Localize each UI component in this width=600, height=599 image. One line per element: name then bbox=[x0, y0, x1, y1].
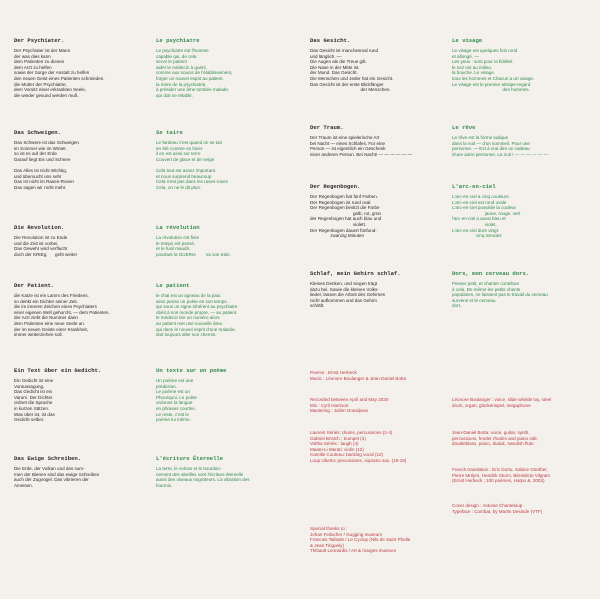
credits-translation: French translation : Éric Dortu, Sabine Günther, Pierre Mréjen, Hendrik Sturm, Bénédicte Vilgrain (Ernst Herbeck ; 100 poèmes, Harpo &, 2002) bbox=[452, 467, 550, 484]
poem-de-patient bbox=[14, 282, 150, 338]
poem-title: Der Regenbogen. bbox=[310, 183, 361, 190]
poem-title: Das Ewige Schreiben. bbox=[14, 455, 82, 462]
poem-title: Le rêve bbox=[452, 124, 476, 131]
poem-de-text-gedicht bbox=[14, 367, 150, 423]
poem-body: le chat est un agneau de la paix. ainsi pense un poète en son temps. qui sous un signe inhérent au psychiatre obéit à son monde propre, — au patient. le médecin tire un numéro alors au patient met une nouvelle âme. qui dans le nouvel esprit d'une maladie, doit toujours aller son chemin. bbox=[156, 293, 238, 338]
poem-fr-psychiatre bbox=[156, 37, 292, 98]
poem-de-regenbogen bbox=[310, 183, 446, 239]
poem-body: Le psychiatre est l'homme capable qui, de cela servir le patient aider le médecin à guérir, comme aux soucis de l'établissement, forger un nouvel esprit au patient. la mère de la psychiatrie, à présider une âme tombée malade, qui doit se rétablir. bbox=[156, 48, 233, 98]
poem-de-traum bbox=[310, 124, 446, 157]
poem-fr-texte-poeme bbox=[156, 367, 292, 423]
poem-de-revolution bbox=[14, 224, 150, 257]
credits-design: Cover design : Antoine Chanteloup Typeface : Combat, by Martin Desinde (VTF) bbox=[452, 503, 543, 514]
poem-title: Das Gesicht. bbox=[310, 37, 351, 44]
poem-body: Kleines Denken, und singen trägt dazu bei. Sowie die kleinen Volks- lieder, lassen die Arbeit des Gehirnes nicht aufkommen und das Gehirn schläft. bbox=[310, 281, 386, 309]
poem-title: Der Psychiater. bbox=[14, 37, 65, 44]
poem-body: Die Erde, der Vulkan und das sum- men der Bienen sind das ewige Schreiben auch der Zugvögel. Das vibrieren der Ameisen. bbox=[14, 466, 100, 488]
poem-body: Penser petit, et chanter contribue à cela. De même les petits chants populaires, ne laissent pas le travail du cerveau survenir et le cerveau dort. bbox=[452, 281, 548, 309]
poem-title: Le psychiatre bbox=[156, 37, 200, 44]
poem-title: Un texte sur un poème bbox=[156, 367, 227, 374]
poem-fr-dors bbox=[452, 270, 588, 309]
poem-fr-reve bbox=[452, 124, 588, 157]
credits-jean-daniel: Jean-Daniel Botta: voice, guitar, synth, percussions, fender rhodes and piano edit, doubleblass, piano, duduk, swedish flute bbox=[452, 430, 538, 447]
poem-title: L'arc-en-ciel bbox=[452, 183, 496, 190]
poem-de-schlaf bbox=[310, 270, 446, 309]
credits-recording: Recorded between April and May 2020 Mix : Cyril Harrison Mastering : Julien Grandjean bbox=[310, 397, 389, 414]
poem-body: Le rêve est la forme ludique dans la nuit — d'un sommeil. Pour une personne. — Est à vrai dire un cadeau d'une autre personne. La nuit ! — — — — — — bbox=[452, 135, 549, 157]
poem-title: Dors, mon cerveau dors. bbox=[452, 270, 530, 277]
poem-title: Der Traum. bbox=[310, 124, 344, 131]
poem-fr-ecriture-eternelle bbox=[156, 455, 292, 488]
poem-title: Le visage bbox=[452, 37, 483, 44]
poem-body: Der Traum ist eine spielerische Art bei Nacht — eines Schlafes. Für eine Person — ist eigentlich ein Geschenk einer anderen Person. Bei Nacht! — — — — — — bbox=[310, 135, 413, 157]
credits-musicians: Laurent Sériès: drums, percussions (2-4) Gabriel Bristch : trumpet (4) Voltha Sériès : laugh (4) Maam-Li Merati: violin (12) Camille Couteau: backing vocal (12) Loup Uberto: percussions, soprano sax. (18-19) bbox=[310, 430, 407, 463]
poem-fr-patient bbox=[156, 282, 292, 338]
poem-body: Un poème est une prédiction. Le poème est un Phourquoi. Le poète ordonne la langue en phrases courtes. Le reste, c'est le poème lui même. bbox=[156, 378, 197, 423]
poem-body: die Katze ist ein Lamm des Friedens. so denkt ein Dichter seiner Zeit. die im inneren Zeichen eines Psychiaters einer eigenen Welt gehorcht, — dem Patienten. der Arzt zieht die Nummer dann dem Patienten eine neue Seele an. der im neuen Geiste einer Krankheit, immer weiterziehen soll. bbox=[14, 293, 110, 338]
poem-body: La révolution est finie le temps est passé, et le fusil maudit. pourtant la GUERre va son train. bbox=[156, 235, 231, 257]
poem-title: L'écriture Éternelle bbox=[156, 455, 224, 462]
poem-body: La terre, le volcan et le bourdon- nement des abeilles sont l'écriture éternelle aussi des oiseaux migrateurs. La vibration des fourmis. bbox=[156, 466, 250, 488]
poem-fr-arc-en-ciel bbox=[452, 183, 588, 239]
poem-title: Ein Text über ein Gedicht. bbox=[14, 367, 102, 374]
poem-fr-revolution bbox=[156, 224, 292, 257]
poem-body: Le visage est quelques fois rond et allongé. — Les yeux : sont pour la fidélité. le nez est au milieu. la bouche. Le visage. tous les hommes et Chacun a un visage. Le visage est le premier attrape-regard des hommes. bbox=[452, 48, 535, 93]
poem-title: La révolution bbox=[156, 224, 200, 231]
poem-title: Der Patient. bbox=[14, 282, 55, 289]
poem-title: Schlaf, mein Gehirn schlaf. bbox=[310, 270, 401, 277]
poem-de-gesicht bbox=[310, 37, 446, 93]
poem-de-psychiater bbox=[14, 37, 150, 98]
poem-title: Se taire bbox=[156, 129, 183, 136]
poem-body: L'arc-en-ciel a cinq couleurs. L'arc-en-ciel est rond ovale L'arc-en-ciel possède la couleur jaune, rouge, vert l'arc-en-ciel a aussi bleu et violet. L'arc-en-ciel dure vingt- cinq minutes bbox=[452, 194, 521, 239]
poem-body: Das Gesicht ist manchesmal rund und länglich. — Die Augen als die Treue gilt. Die Nase in der Mitte ist. der Mund. Das Gesicht. Die Menschen und Jeder hat ein Gesicht. Das Gesicht ist der erste Blickfänger der Menschen. bbox=[310, 48, 394, 93]
poem-body: Der Regenbogen hat fünf Farben. Der Regenbogen ist rund oval Der Regenbogen besitzt die Farbe gelb, rot, grün der Regenbogen hat auch blau und violett. Der Regenbogen dauert fünfund- zwanzig Minuten bbox=[310, 194, 382, 239]
poem-body: Ein Gedicht ist eine Voraussagung. Das Gedicht ist ein Varum. Der Dichter ordnet die Sprache in kurzen Sätzen. Was über ist, ist das Gedicht selber. bbox=[14, 378, 55, 423]
poem-de-schweigen bbox=[14, 129, 150, 190]
poem-fr-se-taire bbox=[156, 129, 292, 190]
poem-de-ewige-schreiben bbox=[14, 455, 150, 488]
poem-title: Das Schweigen. bbox=[14, 129, 61, 136]
credits-thanks: Special thanks to : Johan Feilacher / Gugging museum Francois Taillade / Le Cyclop (Niki de Saint Phalle & Jean Tinguely) Thibault Leonardis / Art & marges museum bbox=[310, 526, 411, 554]
poem-fr-visage bbox=[452, 37, 588, 93]
credits-poems-music: Poems : Ernst Herbeck Music : Léonore Boulanger & Jean-Daniel Botta bbox=[310, 370, 407, 381]
poem-body: Der Psychiater ist der Mann der was dies kann dem Patienten zu dienen dem Arzt zu helfen sowie der Sorge der Anstalt zu helfen den neuen Geist eines Patienten schmieden. die Mutter der Psychiatrie, dem Vorsitz einer erkrankten Seele, die wieder gesund werden muß. bbox=[14, 48, 105, 98]
poem-body: Le fardeau c'est quand on se tait en été comme en hiver. il en est ainsi sur terre Couvert de glace et de neige Cela tout est assez important. et nous surprend beaucoup Cela n'est pas dans les rases-roses Cela, on ne le dit plus. bbox=[156, 140, 228, 190]
poem-body: Die Revolution ist zu Ende und die Zeit ist vorbei. Das Gewehr wird verflucht doch der KRIEg, geht weiter bbox=[14, 235, 78, 257]
poem-title: Die Revolution. bbox=[14, 224, 65, 231]
credits-leonore: Léonore Boulanger : voice, slide whistle toy, steel drum, organ, glockenspiel, megaphone bbox=[452, 397, 552, 408]
poem-body: Das Schwere ist das Schweigen im Sommer wie im Winter. so ist es auf der Erde Darauf liegt Eis und Schnee Das Alles ist nicht Wichtig, und übersucht uns sehr Das ist nicht im Rasen-Rosen Das sagen wir nicht mehr. bbox=[14, 140, 79, 190]
poem-title: Le patient bbox=[156, 282, 190, 289]
